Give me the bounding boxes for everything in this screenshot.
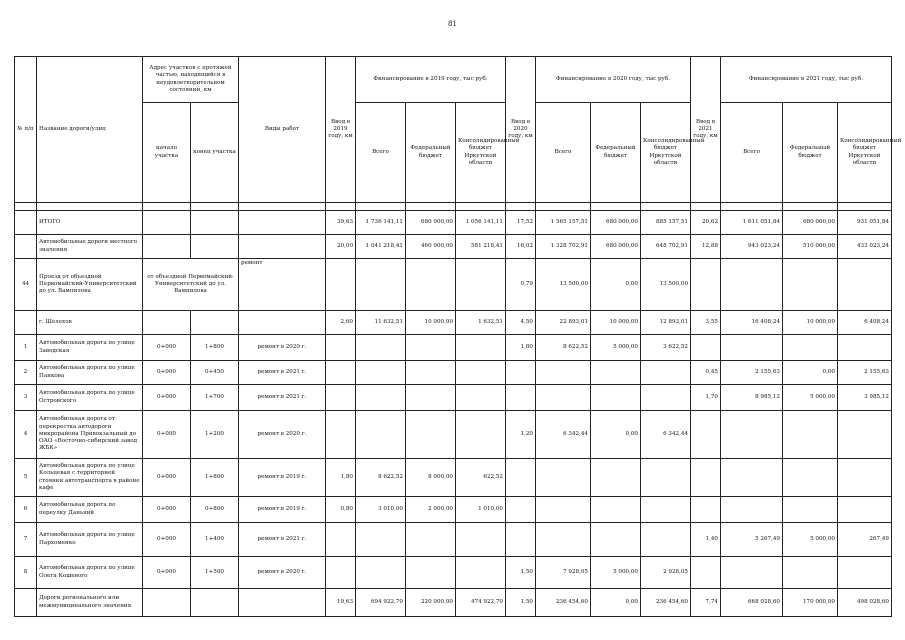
cell-in20 — [506, 385, 536, 411]
cell-f20 — [591, 361, 641, 385]
cell-f20: 680 000,00 — [591, 211, 641, 235]
cell-name: Автомобильная дорога от перекрестка автодороги микрорайона Привокзальный до ОАО «Восточно-сибирский завод ЖБК» — [37, 411, 143, 459]
cell-in21: 1,40 — [691, 523, 721, 557]
cell-in20: 16,02 — [506, 235, 536, 259]
cell-in20 — [506, 459, 536, 497]
cell-t21 — [721, 557, 783, 589]
cell-f20 — [591, 523, 641, 557]
cell-name: Дороги регионального или межмуниципального значения — [37, 589, 143, 617]
cell-k19 — [456, 385, 506, 411]
cell-work — [239, 235, 326, 259]
page-number: 81 — [448, 20, 457, 28]
cell-t19 — [356, 411, 406, 459]
header-address-group: Адрес участков с протяжей частью, находящийся в неудовлетворительном состоянии, км — [143, 57, 239, 103]
cell-f19: 2 000,00 — [406, 497, 456, 523]
cell-f19 — [406, 361, 456, 385]
cell-work — [239, 211, 326, 235]
cell-in21: 0,45 — [691, 361, 721, 385]
cell-name: ИТОГО — [37, 211, 143, 235]
cell-in20: 1,50 — [506, 557, 536, 589]
cell-num: 4 — [15, 411, 37, 459]
cell-f21: 680 000,00 — [783, 211, 838, 235]
cell-k19: 622,52 — [456, 459, 506, 497]
cell-num: 5 — [15, 459, 37, 497]
cell-in19: 19,63 — [326, 589, 356, 617]
cell-f21 — [783, 459, 838, 497]
cell-start — [143, 311, 191, 335]
cell-k20: 648 702,91 — [641, 235, 691, 259]
cell-num: 7 — [15, 523, 37, 557]
cell-num: 3 — [15, 385, 37, 411]
table-row — [15, 335, 892, 361]
cell-t20 — [536, 459, 591, 497]
cell-in19: 2,60 — [326, 311, 356, 335]
cell-work: ремонт в 2020 г. — [239, 411, 326, 459]
cell-k20 — [641, 497, 691, 523]
cell-k21 — [838, 411, 892, 459]
cell-k19: 581 218,41 — [456, 235, 506, 259]
cell-f21: 5 000,00 — [783, 385, 838, 411]
cell-k20: 885 157,51 — [641, 211, 691, 235]
cell-in20: 0,79 — [506, 259, 536, 311]
cell-t21: 668 028,60 — [721, 589, 783, 617]
cell-k20: 12 893,01 — [641, 311, 691, 335]
cell-name: Автомобильная дорога по улице Островского — [37, 385, 143, 411]
cell-name: Проезд от объездной Первомайский-Университетский до ул. Вампилова — [37, 259, 143, 311]
cell-k20 — [641, 459, 691, 497]
cell-in21 — [691, 259, 721, 311]
cell-k19: 1 010,00 — [456, 497, 506, 523]
cell-f21: 5 000,00 — [783, 523, 838, 557]
cell-num — [15, 235, 37, 259]
cell-f19 — [406, 385, 456, 411]
cell-t20: 1 565 157,51 — [536, 211, 591, 235]
cell-start — [143, 589, 191, 617]
cell-f20: 680 000,00 — [591, 235, 641, 259]
cell-in20: 1,80 — [506, 335, 536, 361]
cell-in21 — [691, 411, 721, 459]
cell-f20: 10 000,00 — [591, 311, 641, 335]
cell-f19 — [406, 411, 456, 459]
cell-work: ремонт в 2019 г. — [239, 497, 326, 523]
cell-work — [239, 589, 326, 617]
cell-end: 1+500 — [191, 557, 239, 589]
table-row — [15, 385, 892, 411]
cell-f21: 170 000,00 — [783, 589, 838, 617]
cell-start: 0+000 — [143, 335, 191, 361]
cell-start: 0+000 — [143, 523, 191, 557]
cell-end — [191, 211, 239, 235]
cell-t20 — [536, 497, 591, 523]
cell-num — [15, 589, 37, 617]
cell-f21 — [783, 557, 838, 589]
header-consolidated-2021: Консолидированный бюджет Иркутской области — [838, 103, 892, 203]
header-total-2020: Всего — [536, 103, 591, 203]
cell-end — [191, 311, 239, 335]
table-row — [15, 235, 892, 259]
table-row — [15, 211, 892, 235]
header-end: конец участка — [191, 103, 239, 203]
cell-in21: 7,74 — [691, 589, 721, 617]
cell-t19: 694 922,70 — [356, 589, 406, 617]
header-consolidated-2020: Консолидированный бюджет Иркутской области — [641, 103, 691, 203]
cell-f20: 5 000,00 — [591, 557, 641, 589]
cell-start: 0+000 — [143, 557, 191, 589]
cell-in19 — [326, 523, 356, 557]
cell-work: ремонт в 2021 г. — [239, 361, 326, 385]
cell-f21: 510 000,00 — [783, 235, 838, 259]
cell-t19 — [356, 385, 406, 411]
cell-k20: 13 500,00 — [641, 259, 691, 311]
cell-t21: 2 155,63 — [721, 361, 783, 385]
cell-in19: 0,80 — [326, 497, 356, 523]
cell-t20 — [536, 361, 591, 385]
cell-t21 — [721, 411, 783, 459]
cell-name: Автомобильная дорога по улице Панкова — [37, 361, 143, 385]
cell-f19 — [406, 523, 456, 557]
cell-t21 — [721, 497, 783, 523]
header-start: начало участка — [143, 103, 191, 203]
cell-start: 0+000 — [143, 497, 191, 523]
table-row — [15, 411, 892, 459]
cell-k20: 3 622,52 — [641, 335, 691, 361]
cell-in20: 1,20 — [506, 411, 536, 459]
cell-t21: 16 408,24 — [721, 311, 783, 335]
cell-k20: 6 342,44 — [641, 411, 691, 459]
cell-k21: 3 985,12 — [838, 385, 892, 411]
cell-t19: 11 632,51 — [356, 311, 406, 335]
cell-k21: 931 051,84 — [838, 211, 892, 235]
cell-k21 — [838, 557, 892, 589]
cell-k19 — [456, 361, 506, 385]
cell-f19 — [406, 335, 456, 361]
header-federal-2020: Федеральный бюджет — [591, 103, 641, 203]
cell-in21 — [691, 497, 721, 523]
cell-t20: 1 328 702,91 — [536, 235, 591, 259]
cell-end: 1+400 — [191, 523, 239, 557]
cell-t19 — [356, 557, 406, 589]
cell-work: ремонт — [239, 259, 326, 311]
cell-in19: 20,00 — [326, 235, 356, 259]
road-financing-table — [14, 56, 902, 617]
cell-in19 — [326, 361, 356, 385]
cell-work: ремонт в 2020 г. — [239, 557, 326, 589]
cell-num: 1 — [15, 335, 37, 361]
cell-f19: 220 000,00 — [406, 589, 456, 617]
table-row — [15, 361, 892, 385]
table-row — [15, 557, 892, 589]
cell-in20: 17,52 — [506, 211, 536, 235]
cell-k21 — [838, 259, 892, 311]
cell-k19: 1 632,51 — [456, 311, 506, 335]
header-total-2021: Всего — [721, 103, 783, 203]
cell-work: ремонт в 2019 г. — [239, 459, 326, 497]
header-name: Название дороги/улиц — [37, 57, 143, 203]
cell-start: от объездной Первомайский-Университетский до ул. Вампилова — [143, 259, 239, 311]
header-group-2019: Финансирование в 2019 году, тыс руб. — [356, 57, 506, 103]
cell-work: ремонт в 2021 г. — [239, 523, 326, 557]
cell-in19 — [326, 335, 356, 361]
cell-k19 — [456, 411, 506, 459]
cell-f19: 680 000,00 — [406, 211, 456, 235]
cell-work — [239, 311, 326, 335]
cell-in20 — [506, 523, 536, 557]
cell-k19 — [456, 259, 506, 311]
cell-in19 — [326, 557, 356, 589]
cell-name: Автомобильная дорога по улице Кольцевая с территорией стоянки автотранспорта в районе кафе — [37, 459, 143, 497]
cell-end — [191, 589, 239, 617]
cell-f20 — [591, 459, 641, 497]
header-input-2021: Ввод в 2021 году, км — [691, 57, 721, 203]
cell-t21 — [721, 259, 783, 311]
cell-k19 — [456, 335, 506, 361]
cell-in20: 1,50 — [506, 589, 536, 617]
cell-f20: 0,00 — [591, 411, 641, 459]
cell-t20: 13 500,00 — [536, 259, 591, 311]
table-row — [15, 311, 892, 335]
cell-name: Автомобильная дорога по переулку Даньяий — [37, 497, 143, 523]
header-input-2020: Ввод в 2020 году, км — [506, 57, 536, 203]
cell-t21 — [721, 335, 783, 361]
cell-in21: 20,62 — [691, 211, 721, 235]
cell-num: 44 — [15, 259, 37, 311]
cell-k21: 433 023,24 — [838, 235, 892, 259]
cell-work: ремонт в 2020 г. — [239, 335, 326, 361]
cell-num — [15, 211, 37, 235]
cell-in19: 39,63 — [326, 211, 356, 235]
cell-f19: 460 000,00 — [406, 235, 456, 259]
cell-t19 — [356, 259, 406, 311]
cell-f19 — [406, 557, 456, 589]
cell-name: Автомобильные дороги местного значения — [37, 235, 143, 259]
cell-f19 — [406, 259, 456, 311]
cell-f21: 0,00 — [783, 361, 838, 385]
cell-end: 1+200 — [191, 411, 239, 459]
cell-t20: 8 622,52 — [536, 335, 591, 361]
table-row — [15, 497, 892, 523]
cell-in20: 4,50 — [506, 311, 536, 335]
cell-in21: 3,55 — [691, 311, 721, 335]
cell-k21 — [838, 459, 892, 497]
cell-name: г. Шелехов — [37, 311, 143, 335]
cell-t19 — [356, 361, 406, 385]
table-row — [15, 589, 892, 617]
cell-t19: 1 041 218,41 — [356, 235, 406, 259]
cell-f21 — [783, 259, 838, 311]
table-row — [15, 259, 892, 311]
cell-k21: 2 155,63 — [838, 361, 892, 385]
cell-f21 — [783, 411, 838, 459]
cell-t19: 3 010,00 — [356, 497, 406, 523]
header-group-2021: Финансирование в 2021 году, тыс руб. — [721, 57, 892, 103]
cell-in19 — [326, 259, 356, 311]
cell-end: 0+800 — [191, 497, 239, 523]
cell-k21: 498 028,60 — [838, 589, 892, 617]
cell-k19: 474 922,70 — [456, 589, 506, 617]
cell-f19: 8 000,00 — [406, 459, 456, 497]
cell-k20: 236 454,60 — [641, 589, 691, 617]
cell-start: 0+000 — [143, 459, 191, 497]
cell-t20: 6 342,44 — [536, 411, 591, 459]
cell-t21: 8 985,12 — [721, 385, 783, 411]
header-work: Виды работ — [239, 57, 326, 203]
cell-in20 — [506, 361, 536, 385]
header-group-2020: Финансирование в 2020 году, тыс руб. — [536, 57, 691, 103]
cell-work: ремонт в 2021 г. — [239, 385, 326, 411]
cell-end: 1+800 — [191, 335, 239, 361]
cell-t19 — [356, 523, 406, 557]
cell-end: 1+700 — [191, 385, 239, 411]
cell-t21: 943 023,24 — [721, 235, 783, 259]
header-federal-2021: Федеральный бюджет — [783, 103, 838, 203]
cell-t19: 8 622,52 — [356, 459, 406, 497]
cell-k20: 2 928,05 — [641, 557, 691, 589]
cell-t20 — [536, 385, 591, 411]
cell-f20: 0,00 — [591, 259, 641, 311]
cell-name: Автомобильная дорога по улице Олега Кошевого — [37, 557, 143, 589]
cell-f20 — [591, 385, 641, 411]
cell-k19 — [456, 523, 506, 557]
cell-t20: 22 893,01 — [536, 311, 591, 335]
cell-in19 — [326, 385, 356, 411]
cell-t20: 236 454,60 — [536, 589, 591, 617]
cell-start: 0+000 — [143, 361, 191, 385]
cell-k20 — [641, 385, 691, 411]
cell-num: 6 — [15, 497, 37, 523]
cell-f21 — [783, 497, 838, 523]
cell-end: 1+800 — [191, 459, 239, 497]
cell-in20 — [506, 497, 536, 523]
cell-k20 — [641, 523, 691, 557]
header-total-2019: Всего — [356, 103, 406, 203]
cell-k19: 1 056 141,11 — [456, 211, 506, 235]
cell-in21 — [691, 335, 721, 361]
cell-k21: 6 408,24 — [838, 311, 892, 335]
cell-t19: 1 736 141,11 — [356, 211, 406, 235]
cell-f21: 10 000,00 — [783, 311, 838, 335]
cell-t21 — [721, 459, 783, 497]
cell-k20 — [641, 361, 691, 385]
cell-num: 2 — [15, 361, 37, 385]
header-input-2019: Ввод в 2019 году, км — [326, 57, 356, 203]
cell-name: Автомобильная дорога по улице Пархоменко — [37, 523, 143, 557]
table-row — [15, 459, 892, 497]
cell-num — [15, 311, 37, 335]
cell-in21: 1,70 — [691, 385, 721, 411]
cell-num: 8 — [15, 557, 37, 589]
cell-start — [143, 235, 191, 259]
cell-in21 — [691, 557, 721, 589]
cell-in21 — [691, 459, 721, 497]
cell-start: 0+000 — [143, 411, 191, 459]
cell-k21 — [838, 497, 892, 523]
cell-k19 — [456, 557, 506, 589]
cell-name: Автомобильная дорога по улице Заводская — [37, 335, 143, 361]
cell-k21 — [838, 335, 892, 361]
cell-f20 — [591, 497, 641, 523]
cell-f20: 0,00 — [591, 589, 641, 617]
cell-t20 — [536, 523, 591, 557]
cell-t19 — [356, 335, 406, 361]
header-federal-2019: Федеральный бюджет — [406, 103, 456, 203]
cell-end — [191, 235, 239, 259]
cell-t21: 5 267,49 — [721, 523, 783, 557]
cell-start — [143, 211, 191, 235]
cell-in19 — [326, 411, 356, 459]
header-consolidated-2019: Консолидированный бюджет Иркутской области — [456, 103, 506, 203]
cell-end: 0+450 — [191, 361, 239, 385]
cell-t21: 1 611 051,84 — [721, 211, 783, 235]
cell-f21 — [783, 335, 838, 361]
cell-in19: 1,80 — [326, 459, 356, 497]
header-num: № п/п — [15, 57, 37, 203]
cell-in21: 12,88 — [691, 235, 721, 259]
cell-f20: 5 000,00 — [591, 335, 641, 361]
cell-start: 0+000 — [143, 385, 191, 411]
cell-k21: 267,49 — [838, 523, 892, 557]
cell-f19: 10 000,00 — [406, 311, 456, 335]
cell-t20: 7 928,05 — [536, 557, 591, 589]
table-row — [15, 523, 892, 557]
